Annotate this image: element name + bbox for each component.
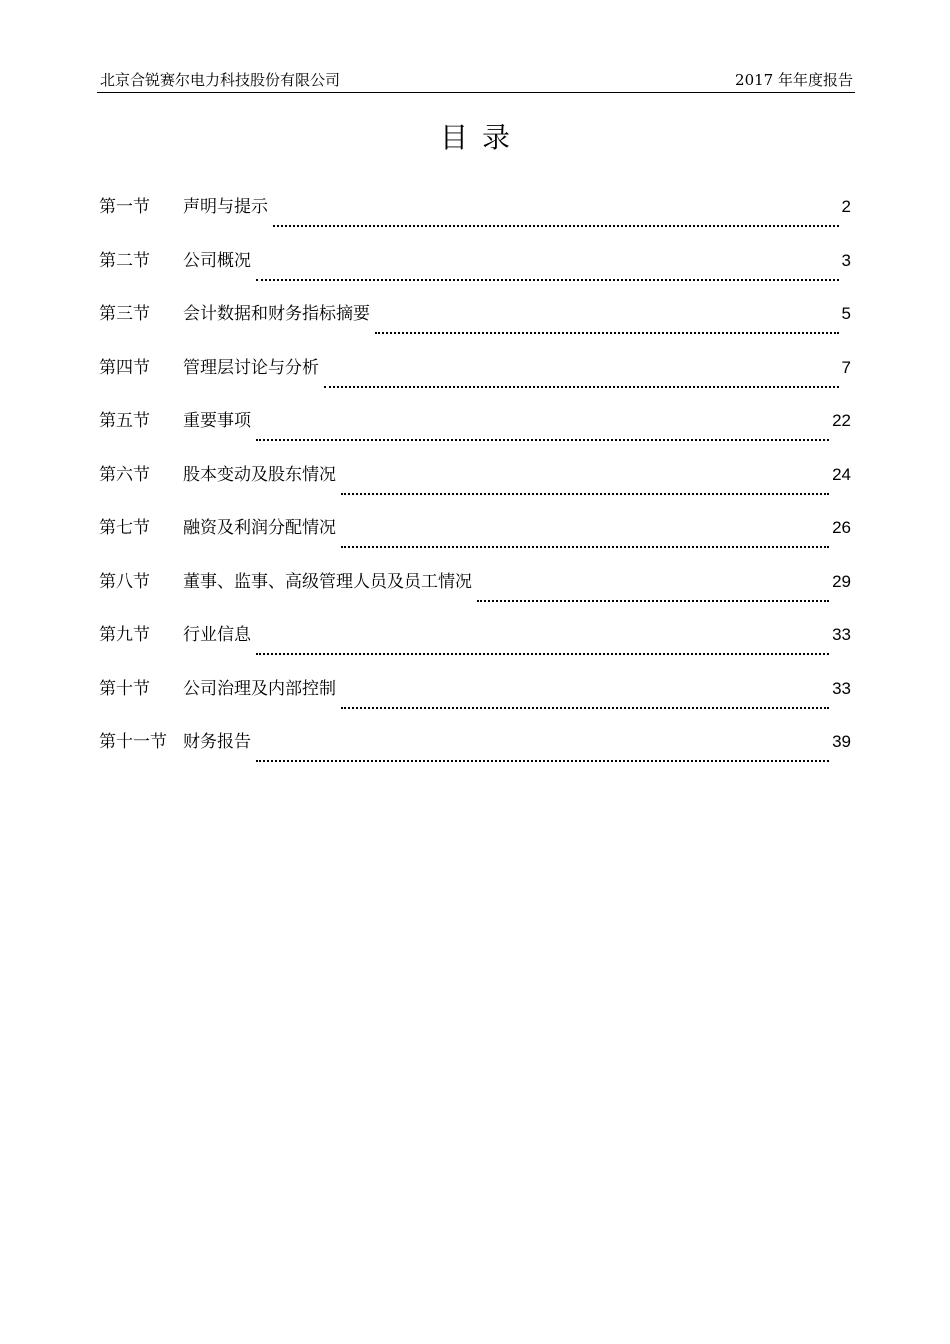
page-header — [97, 68, 855, 93]
toc-dot-leader — [341, 706, 829, 709]
toc-section-title: 公司治理及内部控制 — [183, 678, 336, 699]
toc-entry[interactable] — [99, 406, 851, 460]
toc-section-title: 融资及利润分配情况 — [183, 518, 336, 538]
toc-dot-leader — [273, 224, 839, 227]
toc-page-number: 33 — [832, 678, 851, 698]
toc-dot-leader — [324, 385, 839, 388]
toc-entry[interactable] — [99, 727, 851, 781]
toc-dot-leader — [256, 278, 839, 281]
header-report-title: 2017 年年度报告 — [735, 71, 853, 89]
toc-page-number: 22 — [832, 411, 851, 430]
toc-section-number: 第七节 — [99, 518, 150, 538]
toc-page-number: 29 — [832, 571, 851, 591]
toc-section-title: 董事、监事、高级管理人员及员工情况 — [183, 571, 472, 592]
toc-page-number: 2 — [841, 197, 851, 216]
toc-page-number: 24 — [832, 464, 851, 484]
toc-section-number: 第八节 — [99, 571, 150, 592]
toc-dot-leader — [256, 652, 829, 655]
toc-section-number: 第三节 — [99, 304, 150, 324]
toc-section-title: 财务报告 — [183, 732, 251, 752]
toc-section-number: 第四节 — [99, 357, 150, 378]
toc-dot-leader — [375, 331, 839, 334]
toc-entry[interactable] — [99, 513, 851, 567]
toc-page-number: 7 — [841, 357, 851, 377]
toc-dot-leader — [256, 759, 829, 762]
toc-section-title: 公司概况 — [183, 250, 251, 271]
toc-section-title: 股本变动及股东情况 — [183, 464, 336, 485]
toc-dot-leader — [477, 599, 829, 602]
toc-page-number: 3 — [841, 250, 851, 270]
toc-dot-leader — [256, 438, 829, 441]
toc-page-number: 39 — [832, 732, 851, 751]
toc-section-number: 第十节 — [99, 678, 150, 699]
toc-section-number: 第九节 — [99, 625, 150, 645]
toc-entry[interactable] — [99, 460, 851, 514]
toc-entry[interactable] — [99, 620, 851, 674]
toc-section-number: 第二节 — [99, 250, 150, 271]
toc-dot-leader — [341, 545, 829, 548]
toc-page-number: 26 — [832, 518, 851, 537]
toc-page-number: 33 — [832, 625, 851, 644]
toc-dot-leader — [341, 492, 829, 495]
toc-entry[interactable] — [99, 353, 851, 407]
toc-entry[interactable] — [99, 567, 851, 621]
toc-section-number: 第六节 — [99, 464, 150, 485]
table-of-contents — [99, 192, 851, 781]
toc-entry[interactable] — [99, 674, 851, 728]
header-company-name: 北京合锐赛尔电力科技股份有限公司 — [100, 71, 341, 89]
toc-section-title: 管理层讨论与分析 — [183, 357, 319, 378]
toc-section-title: 声明与提示 — [183, 197, 268, 217]
toc-entry[interactable] — [99, 299, 851, 353]
toc-section-number: 第十一节 — [99, 732, 167, 752]
toc-section-title: 行业信息 — [183, 625, 251, 645]
toc-section-number: 第一节 — [99, 197, 150, 217]
toc-section-number: 第五节 — [99, 411, 150, 431]
toc-title: 目录 — [439, 121, 524, 154]
toc-section-title: 重要事项 — [183, 411, 251, 431]
toc-page-number: 5 — [841, 304, 851, 323]
toc-entry[interactable] — [99, 246, 851, 300]
toc-section-title: 会计数据和财务指标摘要 — [183, 304, 370, 324]
toc-entry[interactable] — [99, 192, 851, 246]
